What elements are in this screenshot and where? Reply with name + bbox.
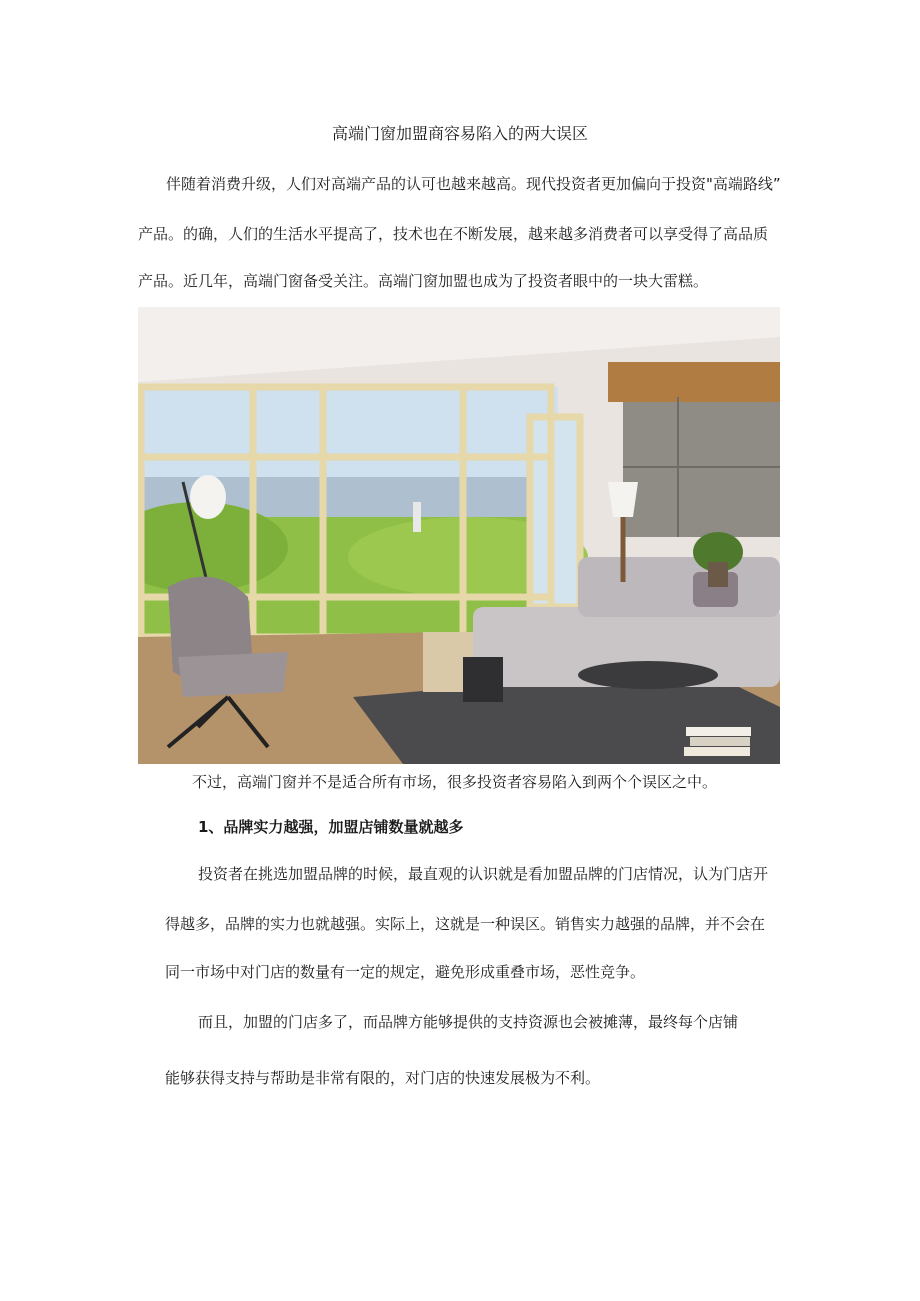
- page-title: 高端门窗加盟商容易陷入的两大误区: [331, 124, 588, 143]
- body-line-1: 投资者在挑选加盟品牌的时候，最直观的认识就是看加盟品牌的门店情况，认为门店开: [198, 865, 769, 883]
- body-line-2: 得越多，品牌的实力也就越强。实际上，这就是一种误区。销售实力越强的品牌，并不会在: [165, 915, 766, 933]
- intro-line-1: 伴随着消费升级，人们对高端产品的认可也越来越高。现代投资者更加偏向于投资"高端路线”: [166, 175, 781, 193]
- body-line-4: 而且，加盟的门店多了，而品牌方能够提供的支持资源也会被摊薄，最终每个店铺: [198, 1013, 739, 1031]
- image-caption: 不过，高端门窗并不是适合所有市场，很多投资者容易陷入到两个个误区之中。: [192, 773, 718, 791]
- intro-line-3: 产品。近几年，高端门窗备受关注。高端门窗加盟也成为了投资者眼中的一块大雷糕。: [138, 272, 709, 290]
- living-room-window-photo: [138, 307, 780, 764]
- section-heading: 1、品牌实力越强，加盟店铺数量就越多: [198, 818, 464, 836]
- intro-line-2: 产品。的确，人们的生活水平提高了，技术也在不断发展，越来越多消费者可以享受得了高品质: [138, 225, 769, 243]
- body-line-3: 同一市场中对门店的数量有一定的规定，避免形成重叠市场，恶性竞争。: [165, 963, 646, 981]
- body-line-5: 能够获得支持与帮助是非常有限的，对门店的快速发展极为不利。: [165, 1069, 601, 1087]
